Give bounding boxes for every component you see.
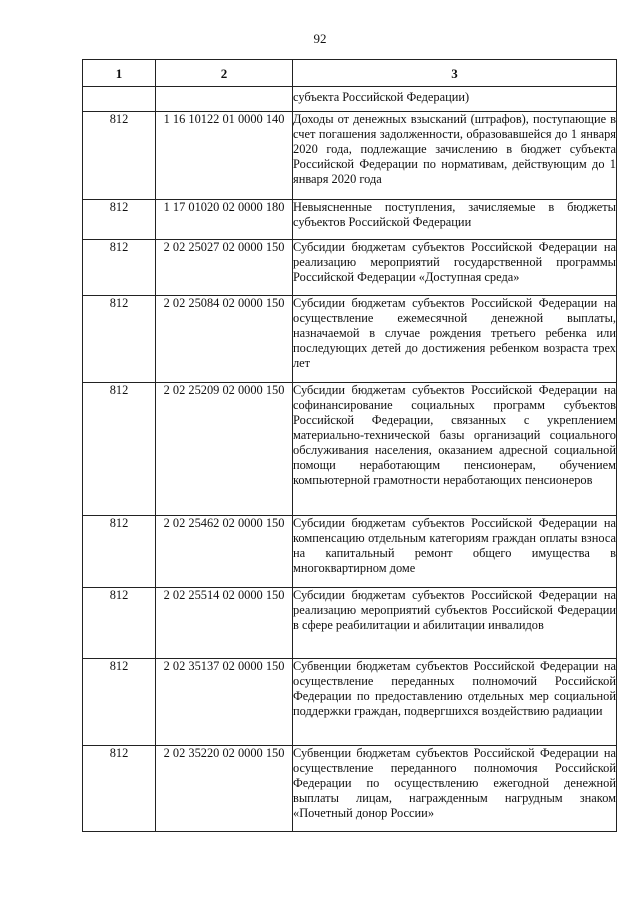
header-col-3: 3: [293, 60, 617, 87]
admin-code-cell: 812: [83, 296, 156, 383]
budget-code-cell: 2 02 25209 02 0000 150: [156, 383, 293, 516]
admin-code-cell: 812: [83, 112, 156, 200]
admin-code-cell: [83, 87, 156, 112]
revenue-name-cell: Субсидии бюджетам субъектов Российской Федерации на софинансирование социальных программ субъектов Российской Федерации, связанных с укреплением материально-технической базы организаций социального обслуживания населения, оказанием адресной социальной помощи неработающим пенсионерам, обучением компьютерной грамотности неработающих пенсионеров: [293, 383, 617, 516]
revenue-name-cell: Субвенции бюджетам субъектов Российской Федерации на осуществление переданных полномочий Российской Федерации по предоставлению отдельных мер социальной поддержки граждан, подвергшихся воздействию радиации: [293, 659, 617, 746]
header-col-2: 2: [156, 60, 293, 87]
revenue-name-cell: Невыясненные поступления, зачисляемые в бюджеты субъектов Российской Федерации: [293, 200, 617, 240]
revenue-codes-table: [82, 59, 617, 832]
admin-code-cell: 812: [83, 659, 156, 746]
revenue-name-cell: субъекта Российской Федерации): [293, 87, 617, 112]
table-row: [83, 383, 617, 516]
admin-code-cell: 812: [83, 588, 156, 659]
page-number: 92: [313, 31, 327, 46]
budget-code-cell: 2 02 35220 02 0000 150: [156, 746, 293, 832]
budget-code-cell: [156, 87, 293, 112]
revenue-name-cell: Субсидии бюджетам субъектов Российской Федерации на компенсацию отдельным категориям граждан оплаты взноса на капитальный ремонт общего имущества в многоквартирном доме: [293, 516, 617, 588]
table-row: [83, 87, 617, 112]
table-row: [83, 240, 617, 296]
revenue-name-cell: Субсидии бюджетам субъектов Российской Федерации на осуществление ежемесячной денежной выплаты, назначаемой в случае рождения третьего ребенка или последующих детей до достижения ребенком возраста трех лет: [293, 296, 617, 383]
table-row: [83, 746, 617, 832]
table-row: [83, 200, 617, 240]
budget-code-cell: 2 02 25084 02 0000 150: [156, 296, 293, 383]
table-row: [83, 112, 617, 200]
revenue-name-cell: Субсидии бюджетам субъектов Российской Федерации на реализацию мероприятий государственной программы Российской Федерации «Доступная среда»: [293, 240, 617, 296]
budget-code-cell: 2 02 25462 02 0000 150: [156, 516, 293, 588]
revenue-name-cell: Субсидии бюджетам субъектов Российской Федерации на реализацию мероприятий субъектов Российской Федерации в сфере реабилитации и абилитации инвалидов: [293, 588, 617, 659]
table-row: [83, 659, 617, 746]
admin-code-cell: 812: [83, 200, 156, 240]
admin-code-cell: 812: [83, 383, 156, 516]
budget-code-cell: 1 17 01020 02 0000 180: [156, 200, 293, 240]
header-col-1: 1: [83, 60, 156, 87]
budget-code-cell: 2 02 25027 02 0000 150: [156, 240, 293, 296]
revenue-name-cell: Доходы от денежных взысканий (штрафов), поступающие в счет погашения задолженности, образовавшейся до 1 января 2020 года, подлежащие зачислению в бюджет субъекта Российской Федерации по нормативам, действующим до 1 января 2020 года: [293, 112, 617, 200]
header-row: [83, 60, 617, 87]
table-row: [83, 296, 617, 383]
admin-code-cell: 812: [83, 240, 156, 296]
budget-code-cell: 1 16 10122 01 0000 140: [156, 112, 293, 200]
admin-code-cell: 812: [83, 516, 156, 588]
revenue-name-cell: Субвенции бюджетам субъектов Российской Федерации на осуществление переданного полномочия Российской Федерации по осуществлению ежегодной денежной выплаты лицам, награжденным нагрудным знаком «Почетный донор России»: [293, 746, 617, 832]
table-row: [83, 588, 617, 659]
budget-code-cell: 2 02 25514 02 0000 150: [156, 588, 293, 659]
table-row: [83, 516, 617, 588]
admin-code-cell: 812: [83, 746, 156, 832]
budget-code-cell: 2 02 35137 02 0000 150: [156, 659, 293, 746]
